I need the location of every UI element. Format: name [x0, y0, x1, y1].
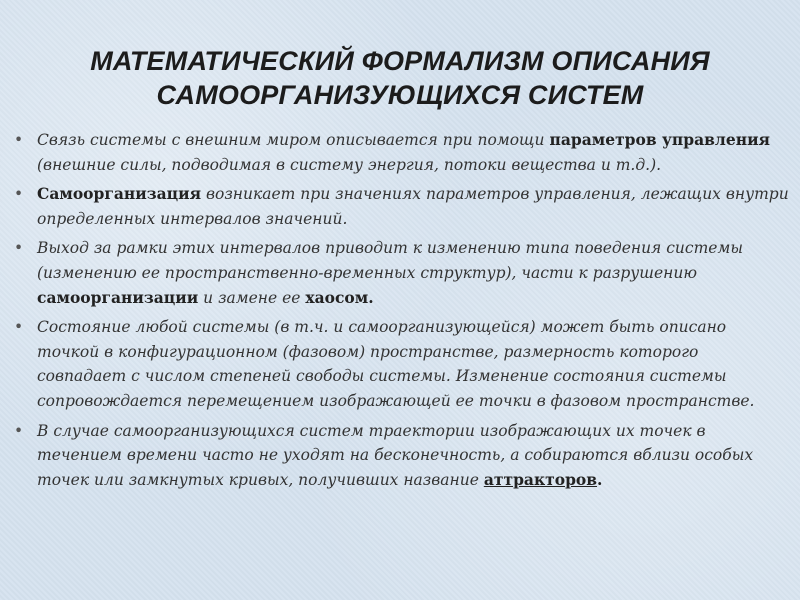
bullet-icon: • [14, 185, 24, 204]
bullet-icon: • [14, 318, 24, 337]
bullet-list [10, 128, 790, 497]
term-self-organization: самоорганизации [37, 287, 199, 307]
bullet-text: и замене ее [198, 288, 306, 307]
bullet-icon: • [14, 421, 24, 440]
bullet-text: возникает при значениях параметров управления, лежащих внутри определенных интервалов значений. [37, 185, 789, 228]
bullet-item-control-parameters [10, 128, 790, 177]
term-attractors: аттракторов [483, 469, 598, 489]
slide-title [0, 44, 800, 112]
term-self-organization: Самоорганизация [37, 184, 202, 204]
bullet-icon: • [14, 131, 24, 149]
bullet-icon: • [14, 239, 24, 258]
bullet-text-end: . [597, 469, 603, 489]
bullet-item-chaos [10, 236, 790, 310]
bullet-text: Выход за рамки этих интервалов приводит к изменению типа поведения системы (изменению ее пространственно-временных структур), части к разрушению [37, 239, 743, 282]
bullet-item-self-organization [10, 182, 790, 231]
bullet-item-attractors [10, 419, 790, 493]
bullet-text: В случае самоорганизующихся систем траектории изображающих их точек в течением времени часто не уходят на бесконечность, а собираются вблизи особых точек или замкнутых кривых, получивших название [37, 421, 754, 489]
title-line-2: САМООРГАНИЗУЮЩИХСЯ СИСТЕМ [156, 80, 644, 111]
bullet-text: Связь системы с внешним миром описывается при помощи [37, 131, 550, 149]
title-line-1: МАТЕМАТИЧЕСКИЙ ФОРМАЛИЗМ ОПИСАНИЯ [90, 46, 710, 77]
bullet-text: Состояние любой системы (в т.ч. и самоорганизующейся) может быть описано точкой в конфигурационном (фазовом) пространстве, размерность которого совпадает с числом степеней свободы системы. Изменение состояния системы сопровождается перемещением изображающей ее точки в фазовом пространстве. [37, 318, 755, 410]
bullet-text: (внешние силы, подводимая в систему энергия, потоки вещества и т.д.). [37, 155, 662, 174]
bullet-item-phase-space [10, 315, 790, 413]
term-chaos: хаосом. [305, 287, 374, 307]
term-control-parameters: параметров управления [549, 130, 771, 149]
